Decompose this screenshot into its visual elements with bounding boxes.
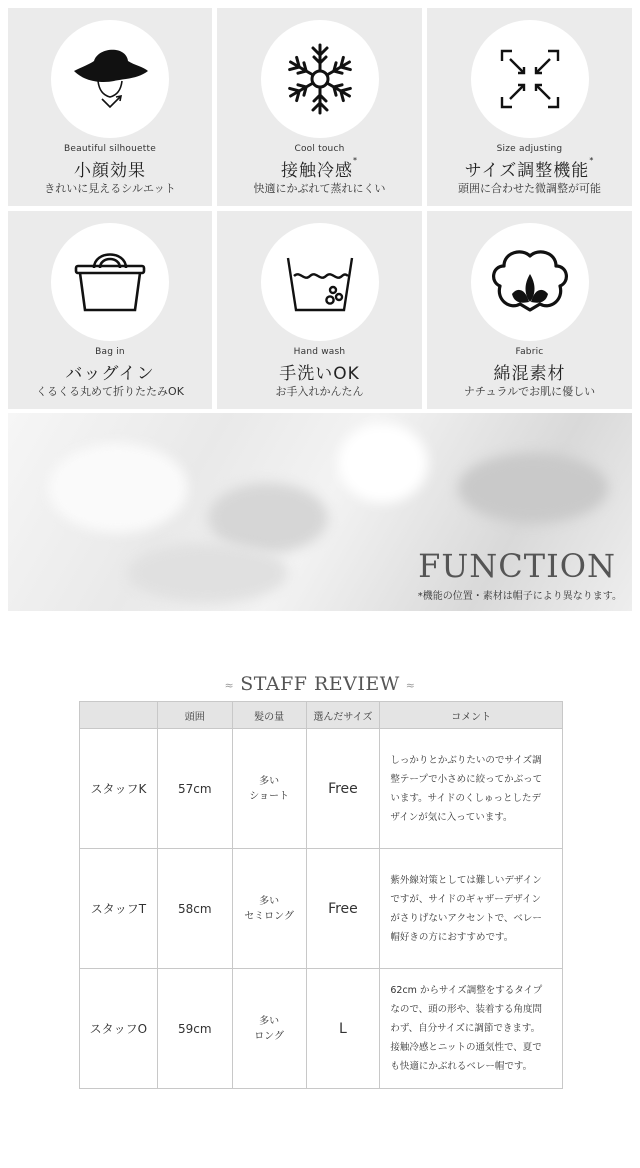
- column-header: コメント: [380, 702, 563, 729]
- table-row: [80, 969, 563, 1089]
- review-table: [79, 701, 563, 1089]
- hair-amount: 多い セミロング: [232, 849, 306, 969]
- feature-label-en: Bag in: [95, 347, 125, 357]
- banner-note: *機能の位置・素材は帽子により異なります。: [417, 591, 622, 602]
- feature-description: 頭囲に合わせた微調整が可能: [458, 182, 601, 195]
- feature-label-en: Size adjusting: [496, 144, 563, 154]
- cotton-icon: [488, 240, 572, 324]
- feature-description: きれいに見えるシルエット: [44, 182, 176, 195]
- hand-wash-icon: [278, 240, 362, 324]
- expand-arrows-icon: [488, 37, 572, 121]
- head-size: 59cm: [157, 969, 232, 1089]
- snowflake-icon: [278, 37, 362, 121]
- feature-card-cool-touch: [217, 8, 422, 206]
- feature-title: 接触冷感*: [281, 156, 358, 181]
- feature-description: 快適にかぶれて蒸れにくい: [253, 182, 386, 195]
- table-row: [80, 849, 563, 969]
- column-header: 選んだサイズ: [306, 702, 380, 729]
- comment: 紫外線対策としては難しいデザイン ですが、サイドのギャザーデザイン がさりげないアクセントで、ベレー 帽好きの方におすすめです。: [380, 849, 563, 969]
- table-row: [80, 729, 563, 849]
- head-size: 57cm: [157, 729, 232, 849]
- comment: 62cm からサイズ調整をするタイプ なので、頭の形や、装着する角度問 わず、自分サイズに調節できます。 接触冷感とニットの通気性で、夏で も快適にかぶれるベレー帽です。: [380, 969, 563, 1089]
- hair-amount: 多い ショート: [232, 729, 306, 849]
- chosen-size: Free: [306, 849, 380, 969]
- column-header: 髪の量: [232, 702, 306, 729]
- feature-title: バッグイン: [65, 364, 155, 384]
- feature-card-fabric: [427, 211, 632, 409]
- feature-card-size-adjusting: [427, 8, 632, 206]
- feature-label-en: Fabric: [515, 347, 544, 357]
- feature-card-hand-wash: [217, 211, 422, 409]
- bag-icon: [68, 240, 152, 324]
- feature-grid: [8, 8, 632, 409]
- feature-title: サイズ調整機能*: [464, 156, 595, 181]
- column-header: 頭囲: [157, 702, 232, 729]
- feature-description: ナチュラルでお肌に優しい: [463, 385, 596, 398]
- feature-label-en: Cool touch: [294, 144, 345, 154]
- feature-title: 小顔効果: [74, 161, 146, 181]
- banner-title: FUNCTION: [418, 547, 616, 585]
- feature-description: くるくる丸めて折りたたみOK: [36, 385, 184, 398]
- chosen-size: Free: [306, 729, 380, 849]
- function-banner: [8, 413, 632, 611]
- comment: しっかりとかぶりたいのでサイズ調 整テープで小さめに絞ってかぶって います。サイドのくしゅっとしたデ ザインが気に入っています。: [380, 729, 563, 849]
- feature-title: 手洗いOK: [279, 364, 360, 384]
- feature-label-en: Beautiful silhouette: [64, 144, 156, 154]
- review-heading: [0, 673, 640, 695]
- staff-name: スタッフK: [80, 729, 158, 849]
- review-title: STAFF REVIEW: [240, 673, 400, 695]
- table-header-row: [80, 702, 563, 729]
- chosen-size: L: [306, 969, 380, 1089]
- hat-face-icon: [68, 37, 152, 121]
- feature-title: 綿混素材: [493, 364, 566, 384]
- staff-name: スタッフT: [80, 849, 158, 969]
- feature-description: お手入れかんたん: [275, 385, 364, 398]
- column-header: [80, 702, 158, 729]
- head-size: 58cm: [157, 849, 232, 969]
- hair-amount: 多い ロング: [232, 969, 306, 1089]
- staff-name: スタッフO: [80, 969, 158, 1089]
- heading-ornament-right: ≈: [405, 678, 416, 692]
- feature-label-en: Hand wash: [293, 347, 346, 357]
- feature-card-bag-in: [8, 211, 212, 409]
- heading-ornament-left: ≈: [224, 678, 235, 692]
- feature-card-silhouette: [8, 8, 212, 206]
